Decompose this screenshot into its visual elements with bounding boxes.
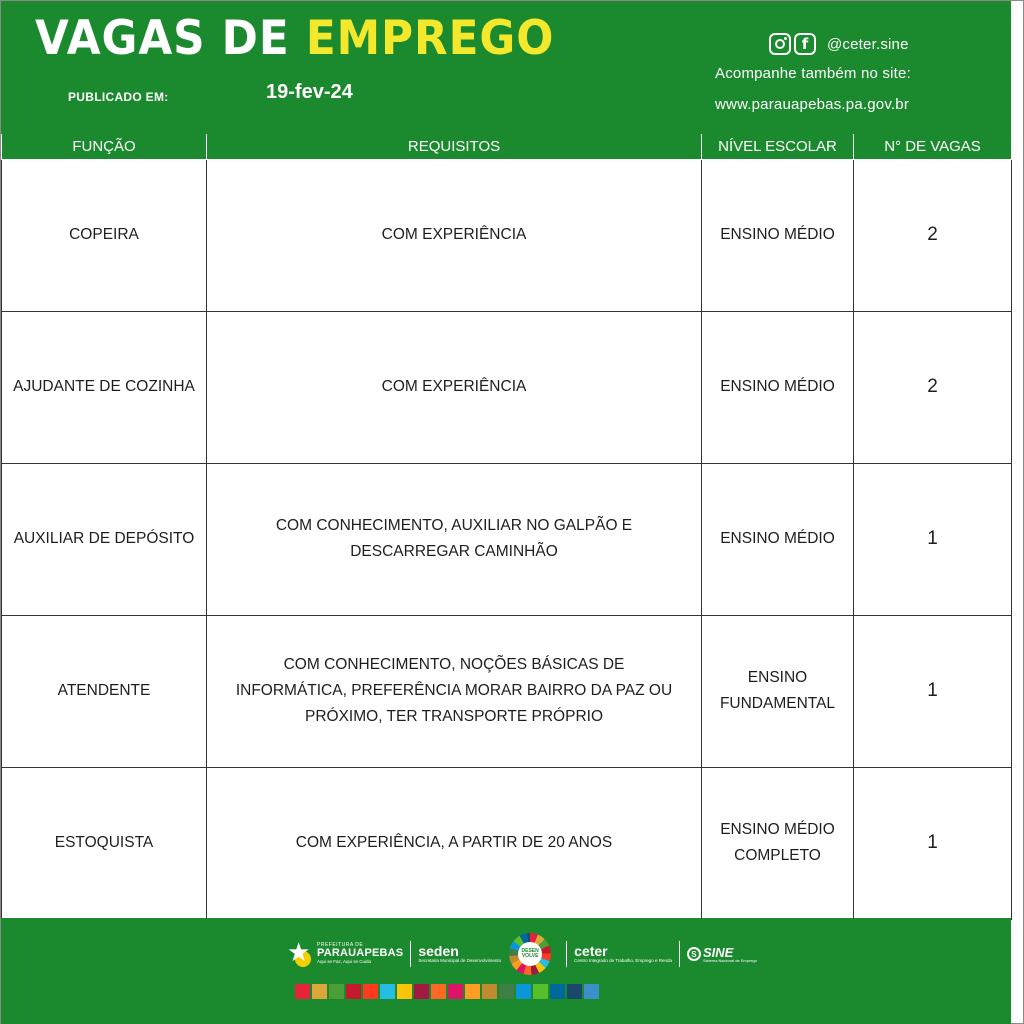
published-label: PUBLICADO EM: xyxy=(68,90,169,104)
cell-vagas: 2 xyxy=(854,311,1012,463)
table-header-row xyxy=(2,134,1012,159)
cell-nivel: ENSINO MÉDIO xyxy=(702,159,854,311)
sdg-icon xyxy=(414,984,429,999)
table-row xyxy=(2,615,1012,767)
sine-name: SINE xyxy=(702,944,734,960)
cell-funcao: ATENDENTE xyxy=(2,615,207,767)
cell-requisitos: COM EXPERIÊNCIA, A PARTIR DE 20 ANOS xyxy=(207,767,702,919)
star-icon: ★ xyxy=(287,937,311,967)
cell-vagas: 1 xyxy=(854,463,1012,615)
table-row xyxy=(2,159,1012,311)
cell-nivel: ENSINO MÉDIO xyxy=(702,463,854,615)
sdg-icon xyxy=(346,984,361,999)
sdg-icon xyxy=(380,984,395,999)
cell-funcao: AJUDANTE DE COZINHA xyxy=(2,311,207,463)
seden-name: seden xyxy=(418,943,459,960)
cell-vagas: 2 xyxy=(854,159,1012,311)
seden-desc: Secretaria Municipal de Desenvolvimento xyxy=(418,958,502,964)
sdg-icons-row xyxy=(295,984,599,999)
social-links xyxy=(769,32,909,56)
published-date: 19-fev-24 xyxy=(266,81,353,103)
cell-funcao: ESTOQUISTA xyxy=(2,767,207,919)
sine-mark-icon: S xyxy=(687,947,701,961)
sdg-icon xyxy=(363,984,378,999)
cell-funcao: AUXILIAR DE DEPÓSITO xyxy=(2,463,207,615)
instagram-icon[interactable] xyxy=(769,33,791,55)
cell-vagas: 1 xyxy=(854,767,1012,919)
sdg-icon xyxy=(567,984,582,999)
cell-vagas: 1 xyxy=(854,615,1012,767)
sdg-icon xyxy=(397,984,412,999)
sdg-icon xyxy=(295,984,310,999)
sdg-icon xyxy=(431,984,446,999)
prefeitura-logo xyxy=(287,935,403,973)
cell-funcao: COPEIRA xyxy=(2,159,207,311)
sdg-icon xyxy=(329,984,344,999)
cell-requisitos: COM CONHECIMENTO, AUXILIAR NO GALPÃO E DESCARREGAR CAMINHÃO xyxy=(207,463,702,615)
cell-nivel: ENSINO MÉDIO COMPLETO xyxy=(702,767,854,919)
desenvolve-label: DESEN VOLVE xyxy=(518,942,542,966)
prefeitura-name: PARAUAPEBAS xyxy=(317,947,404,960)
sdg-icon xyxy=(550,984,565,999)
ceter-logo xyxy=(574,944,672,964)
title-part-white: VAGAS DE xyxy=(35,11,306,66)
logo-divider xyxy=(566,941,567,967)
column-header-funcao: FUNÇÃO xyxy=(2,134,207,159)
site-url[interactable]: www.parauapebas.pa.gov.br xyxy=(715,96,910,113)
cell-nivel: ENSINO MÉDIO xyxy=(702,311,854,463)
prefeitura-small-label: PREFEITURA DE xyxy=(317,942,364,949)
title-part-yellow: EMPREGO xyxy=(305,11,555,66)
seden-logo xyxy=(418,944,501,964)
sdg-icon xyxy=(482,984,497,999)
site-caption: Acompanhe também no site: xyxy=(715,65,911,82)
sine-desc: Sistema Nacional de Emprego xyxy=(702,957,757,963)
sdg-icon xyxy=(465,984,480,999)
page-title xyxy=(35,11,554,67)
column-header-vagas: N° DE VAGAS xyxy=(854,134,1012,159)
cell-requisitos: COM EXPERIÊNCIA xyxy=(207,159,702,311)
sdg-icon xyxy=(312,984,327,999)
prefeitura-slogan: Aqui se Faz, Aqui se Cuida xyxy=(317,959,372,965)
ceter-name: ceter xyxy=(574,943,608,960)
ceter-desc: Centro Integrado de Trabalho, Emprego e Renda xyxy=(574,958,672,964)
desenvolve-logo xyxy=(509,933,551,975)
header-banner xyxy=(1,1,1011,134)
cell-nivel: ENSINO FUNDAMENTAL xyxy=(702,615,854,767)
cell-requisitos: COM EXPERIÊNCIA xyxy=(207,311,702,463)
sdg-icon xyxy=(448,984,463,999)
table-row xyxy=(2,311,1012,463)
cell-requisitos: COM CONHECIMENTO, NOÇÕES BÁSICAS DE INFORMÁTICA, PREFERÊNCIA MORAR BAIRRO DA PAZ OU PRÓXIMO, TER TRANSPORTE PRÓPRIO xyxy=(207,615,702,767)
sponsor-logos xyxy=(287,935,757,973)
sdg-icon xyxy=(533,984,548,999)
facebook-icon[interactable]: f xyxy=(794,33,816,55)
social-handle[interactable]: @ceter.sine xyxy=(827,35,909,53)
column-header-requisitos: REQUISITOS xyxy=(207,134,702,159)
jobs-table xyxy=(1,134,1012,920)
sine-logo xyxy=(687,946,757,963)
sdg-icon xyxy=(499,984,514,999)
sdg-icon xyxy=(584,984,599,999)
logo-divider xyxy=(679,941,680,967)
table-row xyxy=(2,767,1012,919)
sdg-icon xyxy=(516,984,531,999)
table-row xyxy=(2,463,1012,615)
column-header-nivel: NÍVEL ESCOLAR xyxy=(702,134,854,159)
logo-divider xyxy=(410,941,411,967)
